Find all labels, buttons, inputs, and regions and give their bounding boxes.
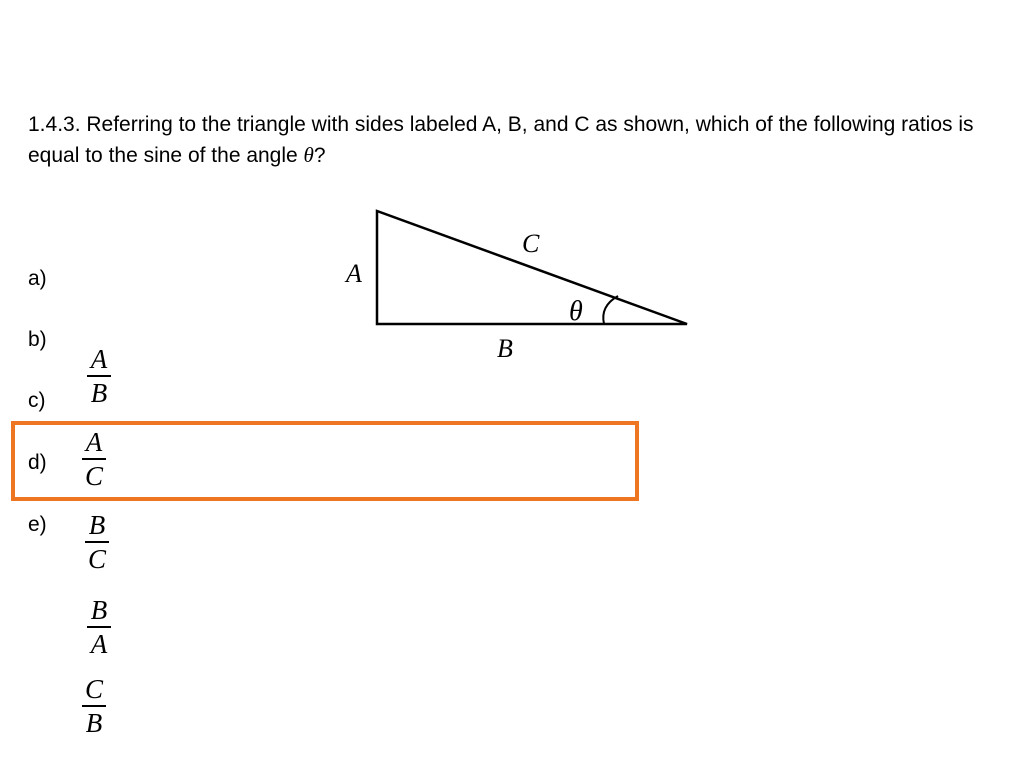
side-label-hypotenuse: C <box>522 229 540 258</box>
fraction-denominator: A <box>90 629 108 659</box>
fraction-denominator: B <box>90 378 108 408</box>
fraction-numerator: B <box>90 595 108 625</box>
fraction-denominator: C <box>84 461 103 491</box>
option-a-label[interactable]: a) <box>28 267 47 290</box>
fraction-numerator: A <box>85 427 103 457</box>
side-label-base: B <box>497 334 513 363</box>
option-a-fraction[interactable] <box>79 344 119 408</box>
option-d-fraction[interactable] <box>79 595 119 659</box>
fraction-numerator: C <box>84 674 103 704</box>
fraction-denominator: C <box>87 544 106 574</box>
theta-symbol: θ <box>303 143 314 167</box>
option-b-label[interactable]: b) <box>28 328 47 351</box>
angle-arc <box>603 296 618 324</box>
fraction-numerator: A <box>90 344 108 374</box>
fraction-bar <box>82 705 106 707</box>
option-e-label[interactable]: e) <box>28 513 47 536</box>
angle-label-theta: θ <box>569 296 583 327</box>
option-c-label[interactable]: c) <box>28 389 46 412</box>
answer-highlight-box <box>11 421 639 501</box>
question-mark: ? <box>313 144 326 167</box>
side-label-vertical: A <box>346 259 362 288</box>
option-d-label[interactable]: d) <box>28 451 47 474</box>
fraction-denominator: B <box>85 708 103 738</box>
fraction-bar <box>85 541 109 543</box>
triangle-shape <box>377 211 687 324</box>
option-c-fraction[interactable] <box>77 510 117 574</box>
fraction-numerator: B <box>88 510 106 540</box>
fraction-bar <box>87 626 111 628</box>
option-e-fraction[interactable] <box>74 674 114 738</box>
question-stem: 1.4.3. Referring to the triangle with sides labeled A, B, and C as shown, which of the following ratios is equal to the sine of the angle <box>28 113 974 167</box>
fraction-bar <box>87 375 111 377</box>
